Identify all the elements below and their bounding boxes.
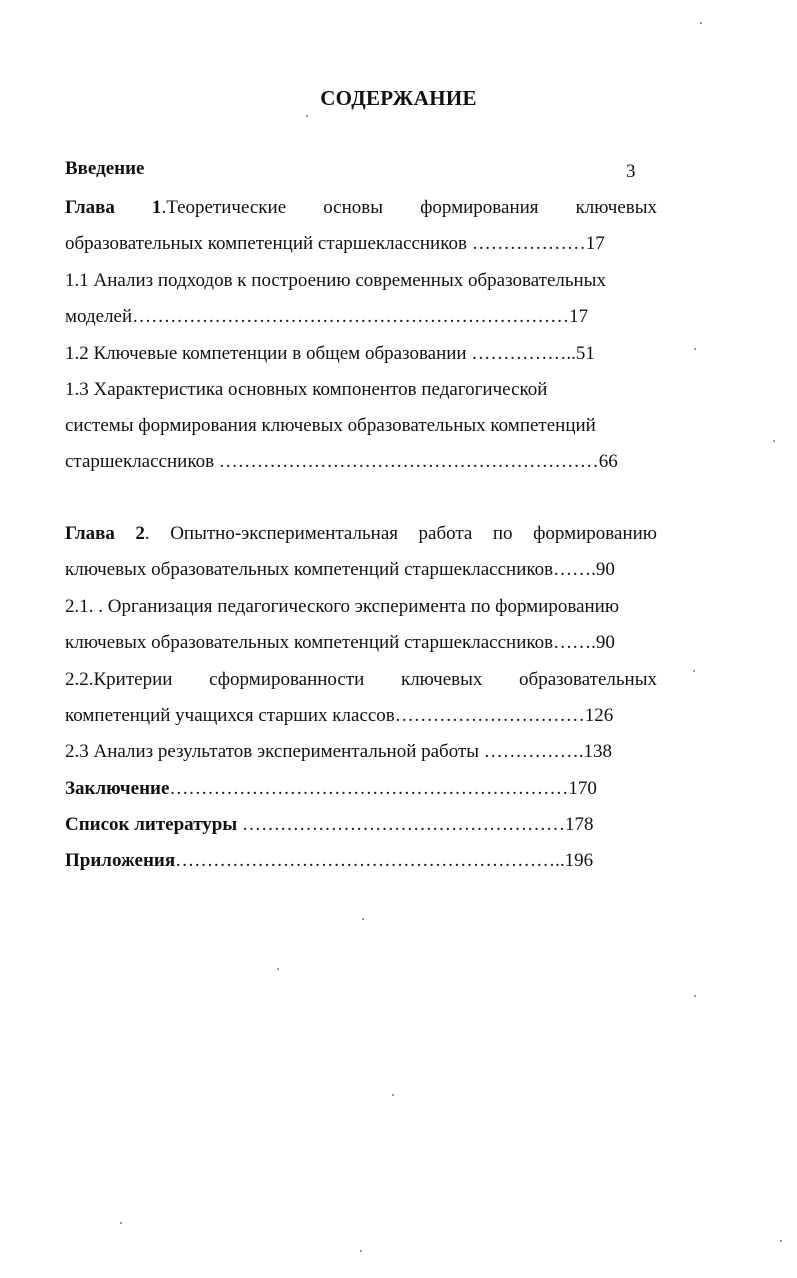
toc-section-2-1-line2: ключевых образовательных компетенций старшеклассников…….90	[65, 632, 615, 653]
appendix-page: ……………………………………………………..196	[175, 850, 594, 871]
toc-chapter1-line1	[65, 196, 657, 220]
literature-label: Список литературы	[65, 814, 238, 835]
scan-speck	[693, 670, 695, 672]
toc-chapter2-line1	[65, 522, 657, 546]
toc-section-2-3: 2.3 Анализ результатов экспериментальной работы …………….138	[65, 741, 613, 762]
scan-speck	[362, 918, 364, 920]
toc-section-2-1-line1: 2.1. . Организация педагогического эксперимента по формированию	[65, 596, 620, 617]
toc-intro-label: Введение	[65, 158, 145, 179]
scan-speck	[277, 968, 279, 970]
toc-conclusion	[65, 777, 597, 801]
scan-speck	[700, 22, 702, 24]
scan-speck	[306, 115, 308, 117]
scan-speck	[360, 1250, 362, 1252]
conclusion-label: Заключение	[65, 778, 170, 799]
chapter2-title-start: . Опытно-экспериментальная работа по формированию	[144, 523, 657, 544]
toc-section-1-3-line1: 1.3 Характеристика основных компонентов педагогической	[65, 379, 548, 400]
scan-speck	[120, 1222, 122, 1224]
scan-speck	[773, 440, 775, 442]
scan-speck	[694, 348, 696, 350]
scan-speck	[780, 1240, 782, 1242]
toc-section-2-2-line1: 2.2.Критерии сформированности ключевых образовательных	[65, 669, 657, 690]
toc-chapter1-line2: образовательных компетенций старшеклассников ………………17	[65, 233, 605, 254]
toc-appendix	[65, 849, 593, 873]
scan-speck	[694, 995, 696, 997]
toc-section-1-2: 1.2 Ключевые компетенции в общем образовании ……………..51	[65, 343, 595, 364]
page-title: СОДЕРЖАНИЕ	[320, 86, 477, 110]
conclusion-page: ………………………………………………………170	[169, 778, 597, 799]
toc-chapter2-line2: ключевых образовательных компетенций старшеклассников…….90	[65, 559, 615, 580]
toc-section-1-1-line1: 1.1 Анализ подходов к построению современных образовательных	[65, 270, 606, 291]
toc-section-1-3-line2: системы формирования ключевых образовательных компетенций	[65, 415, 596, 436]
scan-speck	[392, 1094, 394, 1096]
toc-section-1-3-line3: старшеклассников ……………………………………………………66	[65, 451, 618, 472]
toc-literature	[65, 813, 593, 837]
literature-page: ……………………………………………178	[237, 814, 594, 835]
chapter1-heading: Глава 1	[65, 197, 162, 218]
chapter2-heading: Глава 2	[65, 523, 145, 544]
toc-section-2-2-line2: компетенций учащихся старших классов…………………………126	[65, 705, 614, 726]
appendix-label: Приложения	[65, 850, 176, 871]
toc-intro-page: 3	[626, 161, 636, 182]
chapter1-title-start: .Теоретические основы формирования ключевых	[161, 197, 657, 218]
toc-section-1-1-line2: моделей……………………………………………………………17	[65, 306, 589, 327]
